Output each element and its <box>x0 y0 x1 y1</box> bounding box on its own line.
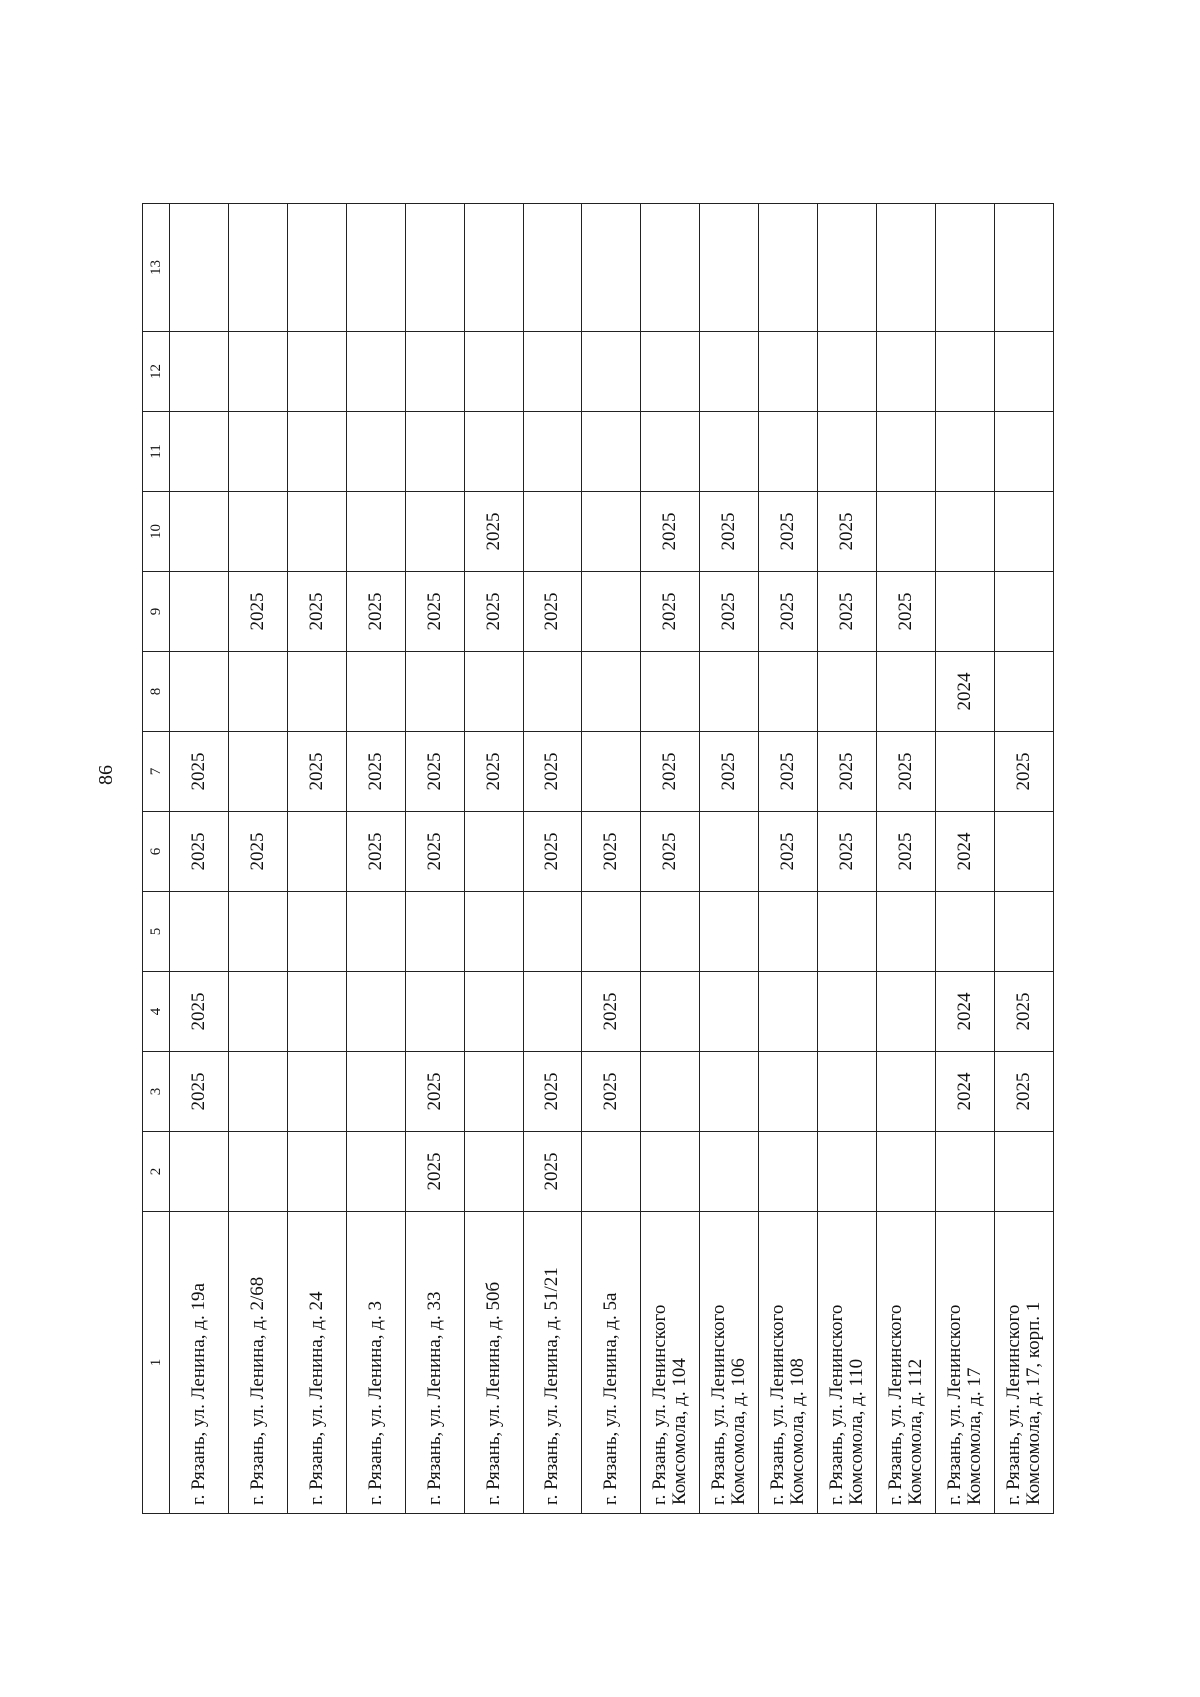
year-cell-col-2 <box>877 1132 936 1212</box>
table-row <box>877 204 936 1514</box>
year-cell-col-13 <box>818 204 877 332</box>
address-cell: г. Рязань, ул. Ленинского Комсомола, д. 108 <box>759 1212 818 1514</box>
year-cell-col-6: 2025 <box>346 812 405 892</box>
year-cell-col-4 <box>287 972 346 1052</box>
address-cell: г. Рязань, ул. Ленинского Комсомола, д. 112 <box>877 1212 936 1514</box>
table-row <box>759 204 818 1514</box>
year-cell-col-5 <box>287 892 346 972</box>
year-cell-col-10: 2025 <box>641 492 700 572</box>
year-cell-col-4: 2025 <box>994 972 1053 1052</box>
year-cell-col-7: 2025 <box>287 732 346 812</box>
year-cell-col-10: 2025 <box>700 492 759 572</box>
year-cell-col-9: 2025 <box>818 572 877 652</box>
year-cell-col-3 <box>818 1052 877 1132</box>
year-cell-col-11 <box>287 412 346 492</box>
year-cell-col-8 <box>523 652 582 732</box>
year-cell-col-13 <box>464 204 523 332</box>
year-cell-col-8 <box>700 652 759 732</box>
address-cell: г. Рязань, ул. Ленинского Комсомола, д. 106 <box>700 1212 759 1514</box>
year-cell-col-4 <box>759 972 818 1052</box>
year-cell-col-6: 2025 <box>228 812 287 892</box>
year-cell-col-7 <box>228 732 287 812</box>
year-cell-col-11 <box>935 412 994 492</box>
year-cell-col-5 <box>877 892 936 972</box>
year-cell-col-8 <box>170 652 229 732</box>
year-cell-col-2 <box>170 1132 229 1212</box>
year-cell-col-8 <box>405 652 464 732</box>
year-cell-col-3: 2025 <box>994 1052 1053 1132</box>
year-cell-col-2 <box>582 1132 641 1212</box>
year-cell-col-2 <box>346 1132 405 1212</box>
year-cell-col-4: 2025 <box>170 972 229 1052</box>
year-cell-col-5 <box>935 892 994 972</box>
year-cell-col-12 <box>464 332 523 412</box>
address-cell: г. Рязань, ул. Ленина, д. 24 <box>287 1212 346 1514</box>
year-cell-col-2: 2025 <box>405 1132 464 1212</box>
year-cell-col-4 <box>877 972 936 1052</box>
address-cell: г. Рязань, ул. Ленинского Комсомола, д. 17, корп. 1 <box>994 1212 1053 1514</box>
year-cell-col-12 <box>935 332 994 412</box>
year-cell-col-9: 2025 <box>700 572 759 652</box>
year-cell-col-12 <box>582 332 641 412</box>
column-header-12: 12 <box>143 332 170 412</box>
column-header-4: 4 <box>143 972 170 1052</box>
year-cell-col-6: 2024 <box>935 812 994 892</box>
year-cell-col-9: 2025 <box>228 572 287 652</box>
address-cell: г. Рязань, ул. Ленина, д. 5а <box>582 1212 641 1514</box>
year-cell-col-4: 2025 <box>582 972 641 1052</box>
year-cell-col-10 <box>228 492 287 572</box>
column-header-5: 5 <box>143 892 170 972</box>
year-cell-col-9: 2025 <box>405 572 464 652</box>
page-number: 86 <box>95 765 117 785</box>
year-cell-col-4 <box>818 972 877 1052</box>
year-cell-col-6: 2025 <box>877 812 936 892</box>
year-cell-col-7: 2025 <box>994 732 1053 812</box>
year-cell-col-11 <box>818 412 877 492</box>
year-cell-col-9: 2025 <box>346 572 405 652</box>
year-cell-col-8 <box>818 652 877 732</box>
year-cell-col-9: 2025 <box>523 572 582 652</box>
year-cell-col-7: 2025 <box>759 732 818 812</box>
year-cell-col-5 <box>818 892 877 972</box>
year-cell-col-12 <box>346 332 405 412</box>
table-row <box>228 204 287 1514</box>
column-header-8: 8 <box>143 652 170 732</box>
year-cell-col-2 <box>994 1132 1053 1212</box>
year-cell-col-4 <box>700 972 759 1052</box>
year-cell-col-13 <box>523 204 582 332</box>
year-cell-col-8 <box>582 652 641 732</box>
year-cell-col-11 <box>759 412 818 492</box>
year-cell-col-12 <box>818 332 877 412</box>
year-cell-col-9: 2025 <box>641 572 700 652</box>
year-cell-col-12 <box>700 332 759 412</box>
year-cell-col-8: 2024 <box>935 652 994 732</box>
year-cell-col-2 <box>228 1132 287 1212</box>
year-cell-col-8 <box>641 652 700 732</box>
year-cell-col-10: 2025 <box>818 492 877 572</box>
table-row <box>582 204 641 1514</box>
year-cell-col-7: 2025 <box>877 732 936 812</box>
year-cell-col-7: 2025 <box>170 732 229 812</box>
data-table <box>142 203 1054 1514</box>
column-header-11: 11 <box>143 412 170 492</box>
year-cell-col-2 <box>641 1132 700 1212</box>
year-cell-col-5 <box>994 892 1053 972</box>
year-cell-col-2: 2025 <box>523 1132 582 1212</box>
year-cell-col-10 <box>877 492 936 572</box>
year-cell-col-7: 2025 <box>464 732 523 812</box>
year-cell-col-5 <box>582 892 641 972</box>
year-cell-col-11 <box>523 412 582 492</box>
table-row <box>641 204 700 1514</box>
year-cell-col-13 <box>877 204 936 332</box>
year-cell-col-9 <box>582 572 641 652</box>
column-header-9: 9 <box>143 572 170 652</box>
year-cell-col-5 <box>170 892 229 972</box>
year-cell-col-7: 2025 <box>405 732 464 812</box>
year-cell-col-13 <box>346 204 405 332</box>
column-header-13: 13 <box>143 204 170 332</box>
year-cell-col-4 <box>346 972 405 1052</box>
year-cell-col-3: 2025 <box>523 1052 582 1132</box>
year-cell-col-9: 2025 <box>287 572 346 652</box>
year-cell-col-3: 2025 <box>582 1052 641 1132</box>
year-cell-col-3 <box>700 1052 759 1132</box>
year-cell-col-11 <box>641 412 700 492</box>
table-row <box>346 204 405 1514</box>
year-cell-col-6: 2025 <box>818 812 877 892</box>
year-cell-col-6 <box>287 812 346 892</box>
year-cell-col-7 <box>582 732 641 812</box>
year-cell-col-2 <box>700 1132 759 1212</box>
year-cell-col-7: 2025 <box>641 732 700 812</box>
year-cell-col-6: 2025 <box>582 812 641 892</box>
year-cell-col-12 <box>994 332 1053 412</box>
year-cell-col-3 <box>759 1052 818 1132</box>
address-cell: г. Рязань, ул. Ленина, д. 19а <box>170 1212 229 1514</box>
year-cell-col-12 <box>523 332 582 412</box>
table-row <box>994 204 1053 1514</box>
year-cell-col-9: 2025 <box>877 572 936 652</box>
year-cell-col-8 <box>287 652 346 732</box>
table-row <box>170 204 229 1514</box>
year-cell-col-6 <box>700 812 759 892</box>
address-cell: г. Рязань, ул. Ленина, д. 3 <box>346 1212 405 1514</box>
column-header-1: 1 <box>143 1212 170 1514</box>
year-cell-col-9 <box>170 572 229 652</box>
year-cell-col-4 <box>464 972 523 1052</box>
year-cell-col-11 <box>582 412 641 492</box>
year-cell-col-12 <box>228 332 287 412</box>
year-cell-col-10 <box>582 492 641 572</box>
year-cell-col-2 <box>818 1132 877 1212</box>
year-cell-col-7: 2025 <box>818 732 877 812</box>
year-cell-col-5 <box>700 892 759 972</box>
year-cell-col-4 <box>228 972 287 1052</box>
year-cell-col-13 <box>994 204 1053 332</box>
year-cell-col-7 <box>935 732 994 812</box>
year-cell-col-13 <box>170 204 229 332</box>
year-cell-col-5 <box>759 892 818 972</box>
year-cell-col-8 <box>228 652 287 732</box>
year-cell-col-6: 2025 <box>170 812 229 892</box>
year-cell-col-2 <box>935 1132 994 1212</box>
table-row <box>523 204 582 1514</box>
address-cell: г. Рязань, ул. Ленинского Комсомола, д. 110 <box>818 1212 877 1514</box>
year-cell-col-13 <box>582 204 641 332</box>
year-cell-col-11 <box>877 412 936 492</box>
year-cell-col-9 <box>935 572 994 652</box>
address-cell: г. Рязань, ул. Ленина, д. 33 <box>405 1212 464 1514</box>
year-cell-col-10 <box>170 492 229 572</box>
column-header-6: 6 <box>143 812 170 892</box>
year-cell-col-2 <box>759 1132 818 1212</box>
year-cell-col-3: 2024 <box>935 1052 994 1132</box>
year-cell-col-4 <box>641 972 700 1052</box>
year-cell-col-6 <box>994 812 1053 892</box>
year-cell-col-8 <box>759 652 818 732</box>
year-cell-col-12 <box>759 332 818 412</box>
year-cell-col-11 <box>228 412 287 492</box>
column-header-2: 2 <box>143 1132 170 1212</box>
year-cell-col-10 <box>935 492 994 572</box>
year-cell-col-11 <box>346 412 405 492</box>
year-cell-col-7: 2025 <box>346 732 405 812</box>
column-header-3: 3 <box>143 1052 170 1132</box>
year-cell-col-12 <box>641 332 700 412</box>
year-cell-col-8 <box>994 652 1053 732</box>
year-cell-col-13 <box>287 204 346 332</box>
address-cell: г. Рязань, ул. Ленинского Комсомола, д. 17 <box>935 1212 994 1514</box>
year-cell-col-5 <box>464 892 523 972</box>
year-cell-col-5 <box>523 892 582 972</box>
table-row <box>700 204 759 1514</box>
year-cell-col-13 <box>405 204 464 332</box>
address-cell: г. Рязань, ул. Ленина, д. 51/21 <box>523 1212 582 1514</box>
year-cell-col-5 <box>641 892 700 972</box>
year-cell-col-6: 2025 <box>759 812 818 892</box>
year-cell-col-10 <box>287 492 346 572</box>
year-cell-col-8 <box>877 652 936 732</box>
year-cell-col-3 <box>346 1052 405 1132</box>
year-cell-col-10: 2025 <box>759 492 818 572</box>
year-cell-col-3 <box>287 1052 346 1132</box>
table-row <box>818 204 877 1514</box>
year-cell-col-4 <box>523 972 582 1052</box>
year-cell-col-10 <box>405 492 464 572</box>
year-cell-col-13 <box>641 204 700 332</box>
year-cell-col-12 <box>405 332 464 412</box>
year-cell-col-13 <box>700 204 759 332</box>
year-cell-col-11 <box>170 412 229 492</box>
year-cell-col-3 <box>464 1052 523 1132</box>
year-cell-col-4: 2024 <box>935 972 994 1052</box>
year-cell-col-3 <box>228 1052 287 1132</box>
address-cell: г. Рязань, ул. Ленинского Комсомола, д. 104 <box>641 1212 700 1514</box>
year-cell-col-11 <box>405 412 464 492</box>
year-cell-col-6: 2025 <box>641 812 700 892</box>
year-cell-col-9: 2025 <box>464 572 523 652</box>
year-cell-col-2 <box>287 1132 346 1212</box>
year-cell-col-3 <box>877 1052 936 1132</box>
year-cell-col-7: 2025 <box>700 732 759 812</box>
year-cell-col-12 <box>287 332 346 412</box>
year-cell-col-3: 2025 <box>405 1052 464 1132</box>
table-row <box>464 204 523 1514</box>
year-cell-col-3: 2025 <box>170 1052 229 1132</box>
year-cell-col-4 <box>405 972 464 1052</box>
year-cell-col-2 <box>464 1132 523 1212</box>
year-cell-col-12 <box>877 332 936 412</box>
year-cell-col-5 <box>346 892 405 972</box>
year-cell-col-9 <box>994 572 1053 652</box>
year-cell-col-11 <box>700 412 759 492</box>
year-cell-col-10 <box>523 492 582 572</box>
year-cell-col-9: 2025 <box>759 572 818 652</box>
year-cell-col-5 <box>228 892 287 972</box>
column-header-7: 7 <box>143 732 170 812</box>
table-row <box>935 204 994 1514</box>
year-cell-col-7: 2025 <box>523 732 582 812</box>
address-cell: г. Рязань, ул. Ленина, д. 50б <box>464 1212 523 1514</box>
year-cell-col-10 <box>346 492 405 572</box>
year-cell-col-10: 2025 <box>464 492 523 572</box>
year-cell-col-13 <box>935 204 994 332</box>
table-header-row <box>143 204 170 1514</box>
year-cell-col-8 <box>464 652 523 732</box>
address-cell: г. Рязань, ул. Ленина, д. 2/68 <box>228 1212 287 1514</box>
year-cell-col-12 <box>170 332 229 412</box>
year-cell-col-6: 2025 <box>523 812 582 892</box>
year-cell-col-11 <box>464 412 523 492</box>
year-cell-col-8 <box>346 652 405 732</box>
year-cell-col-10 <box>994 492 1053 572</box>
year-cell-col-13 <box>759 204 818 332</box>
year-cell-col-13 <box>228 204 287 332</box>
column-header-10: 10 <box>143 492 170 572</box>
year-cell-col-3 <box>641 1052 700 1132</box>
year-cell-col-6: 2025 <box>405 812 464 892</box>
year-cell-col-11 <box>994 412 1053 492</box>
table-row <box>405 204 464 1514</box>
year-cell-col-6 <box>464 812 523 892</box>
year-cell-col-5 <box>405 892 464 972</box>
table-row <box>287 204 346 1514</box>
